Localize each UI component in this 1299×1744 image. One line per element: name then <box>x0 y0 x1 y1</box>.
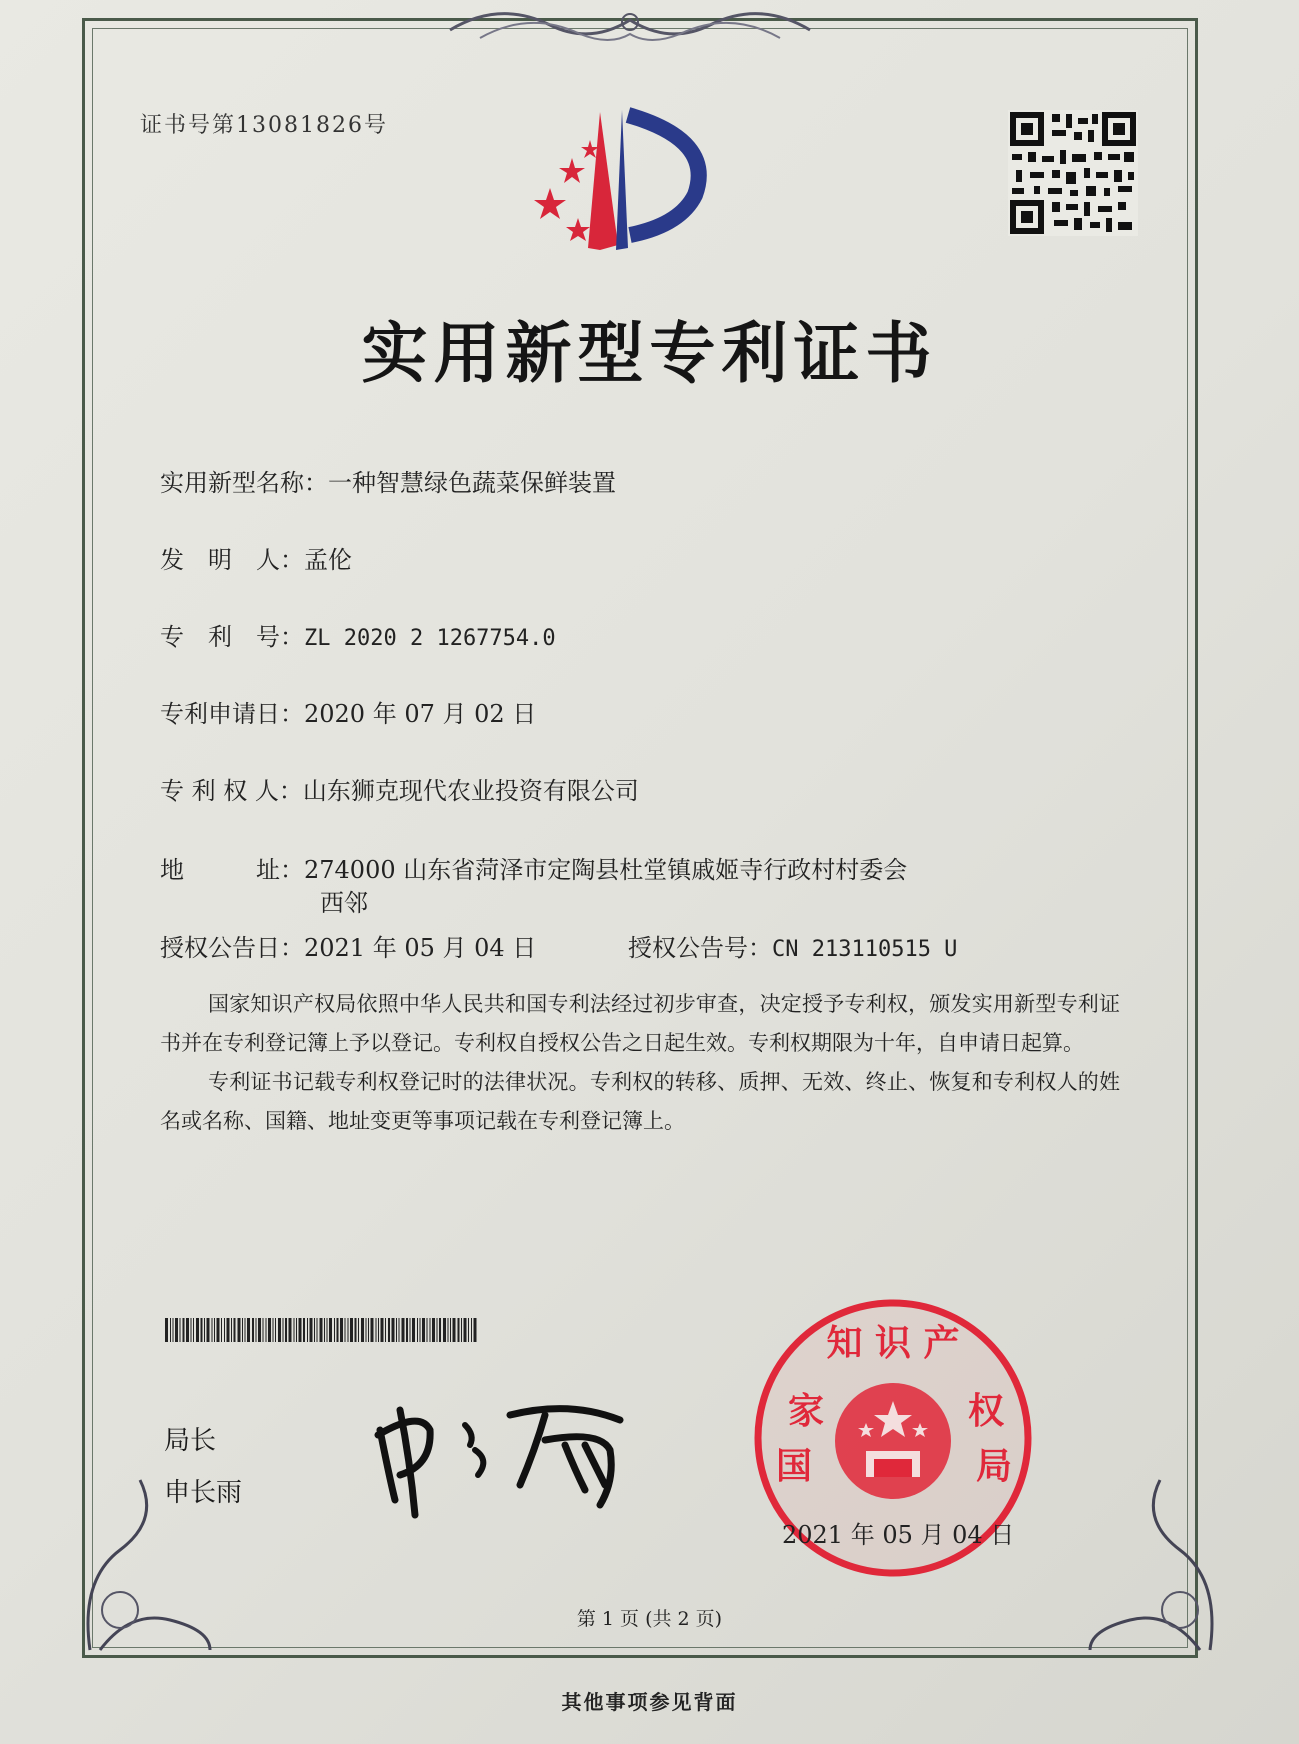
svg-text:家: 家 <box>788 1391 825 1432</box>
field-application-date <box>160 694 536 729</box>
grant-date-label: 授权公告日： <box>160 934 304 962</box>
field-address <box>160 850 907 885</box>
director-signature-icon <box>370 1390 640 1520</box>
address-label: 地 址： <box>160 856 304 884</box>
address-value-line2: 西邻 <box>320 889 368 917</box>
patentee-value: 山东狮克现代农业投资有限公司 <box>302 777 639 805</box>
name-label: 实用新型名称： <box>160 469 328 497</box>
grant-date-value: 2021 年 05 月 04 日 <box>304 934 537 962</box>
certificate-body <box>160 985 1120 1141</box>
application-date-value: 2020 年 07 月 02 日 <box>304 700 537 728</box>
certificate-number: 证书号第13081826号 <box>140 113 388 138</box>
director-title: 局长 <box>164 1426 217 1456</box>
svg-text:国: 国 <box>776 1446 813 1487</box>
patent-number-label: 专 利 号： <box>160 623 304 651</box>
director-name: 申长雨 <box>164 1478 243 1508</box>
inventor-value: 孟伦 <box>304 546 352 574</box>
back-note: 其他事项参见背面 <box>561 1690 738 1714</box>
patent-number-value: ZL 2020 2 1267754.0 <box>304 626 556 651</box>
address-value-line1: 274000 山东省菏泽市定陶县杜堂镇戚姬寺行政村村委会 <box>304 856 908 884</box>
application-date-label: 专利申请日： <box>160 700 304 728</box>
seal-date: 2021 年 05 月 04 日 <box>782 1521 1015 1549</box>
cnipa-logo-icon <box>530 100 720 250</box>
qr-code-icon <box>1008 110 1138 236</box>
name-value: 一种智慧绿色蔬菜保鲜装置 <box>328 469 616 497</box>
page-indicator: 第 1 页 (共 2 页) <box>576 1608 723 1630</box>
grant-number-value: CN 213110515 U <box>772 937 958 962</box>
field-patent-number <box>160 617 556 652</box>
svg-text:权: 权 <box>968 1391 1005 1432</box>
patentee-label: 专 利 权 人： <box>160 777 303 805</box>
field-patentee <box>160 771 639 806</box>
barcode-icon <box>165 1318 481 1342</box>
field-utility-model-name <box>160 463 616 498</box>
svg-text:局: 局 <box>976 1446 1013 1487</box>
svg-text:知 识 产: 知 识 产 <box>826 1323 960 1364</box>
inventor-label: 发 明 人： <box>160 546 304 574</box>
field-grant-number <box>628 928 957 963</box>
body-paragraph-1: 国家知识产权局依照中华人民共和国专利法经过初步审查，决定授予专利权，颁发实用新型专利证书并在专利登记簿上予以登记。专利权自授权公告之日起生效。专利权期限为十年，自申请日起算。 <box>160 992 1120 1055</box>
body-paragraph-2: 专利证书记载专利权登记时的法律状况。专利权的转移、质押、无效、终止、恢复和专利权人的姓名或名称、国籍、地址变更等事项记载在专利登记簿上。 <box>160 1070 1120 1133</box>
certificate-title: 实用新型专利证书 <box>361 315 938 392</box>
field-inventor <box>160 540 352 575</box>
field-grant-date <box>160 928 536 963</box>
top-ornament-icon <box>440 0 820 50</box>
grant-number-label: 授权公告号： <box>628 934 772 962</box>
